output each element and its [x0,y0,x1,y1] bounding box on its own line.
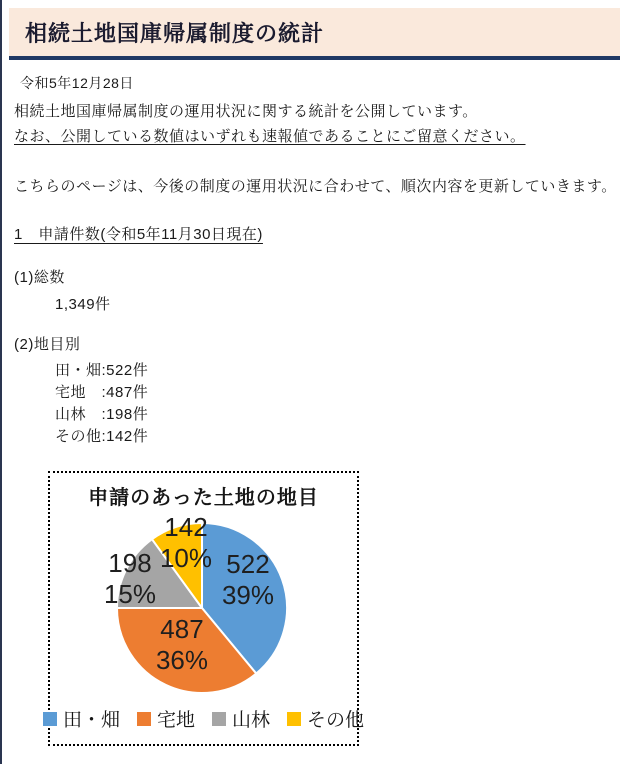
total-count-label: (1)総数 [14,269,65,286]
list-item: その他:142件 [55,428,149,445]
legend-swatch-icon [137,712,151,726]
list-item: 山林 :198件 [55,406,149,423]
legend-item-2 [212,705,270,732]
page-left-border [0,0,2,764]
pie-chart-panel [48,471,365,746]
legend-label: 田・畑 [62,710,120,731]
update-paragraph: こちらのページは、今後の制度の運用状況に合わせて、順次内容を更新していきます。 [14,178,617,195]
pie-label-2: 198 15% [103,548,157,609]
intro-paragraph: 相続土地国庫帰属制度の運用状況に関する統計を公開しています。 [14,103,478,120]
publish-date: 令和5年12月28日 [20,75,134,91]
section-heading-applications: 1 申請件数(令和5年11月30日現在) [14,226,263,243]
pie-chart-inner [50,473,365,744]
legend-swatch-icon [43,712,57,726]
pie-label-3: 142 10% [159,512,213,573]
legend-label: 宅地 [156,710,195,731]
legend-swatch-icon [287,712,301,726]
legend-item-1 [137,705,195,732]
chart-title: 申請のあった土地の地目 [88,487,319,509]
list-item: 田・畑:522件 [55,362,149,379]
page-header [9,8,620,60]
pie-label-1: 487 36% [155,614,209,675]
legend-label: 山林 [232,710,271,731]
page-title: 相続土地国庫帰属制度の統計 [25,20,325,46]
chart-legend [50,705,365,732]
pie-label-0: 522 39% [221,549,275,610]
list-item: 宅地 :487件 [55,384,149,401]
legend-item-0 [43,705,120,732]
pie-chart-svg [50,473,357,708]
by-land-type-list [55,360,148,448]
legend-swatch-icon [212,712,226,726]
note-paragraph-underlined: なお、公開している数値はいずれも速報値であることにご留意ください。 [14,128,526,145]
by-land-type-label: (2)地目別 [14,336,81,353]
legend-label: その他 [307,710,365,731]
legend-item-3 [287,705,364,732]
total-count-value: 1,349件 [55,296,111,313]
